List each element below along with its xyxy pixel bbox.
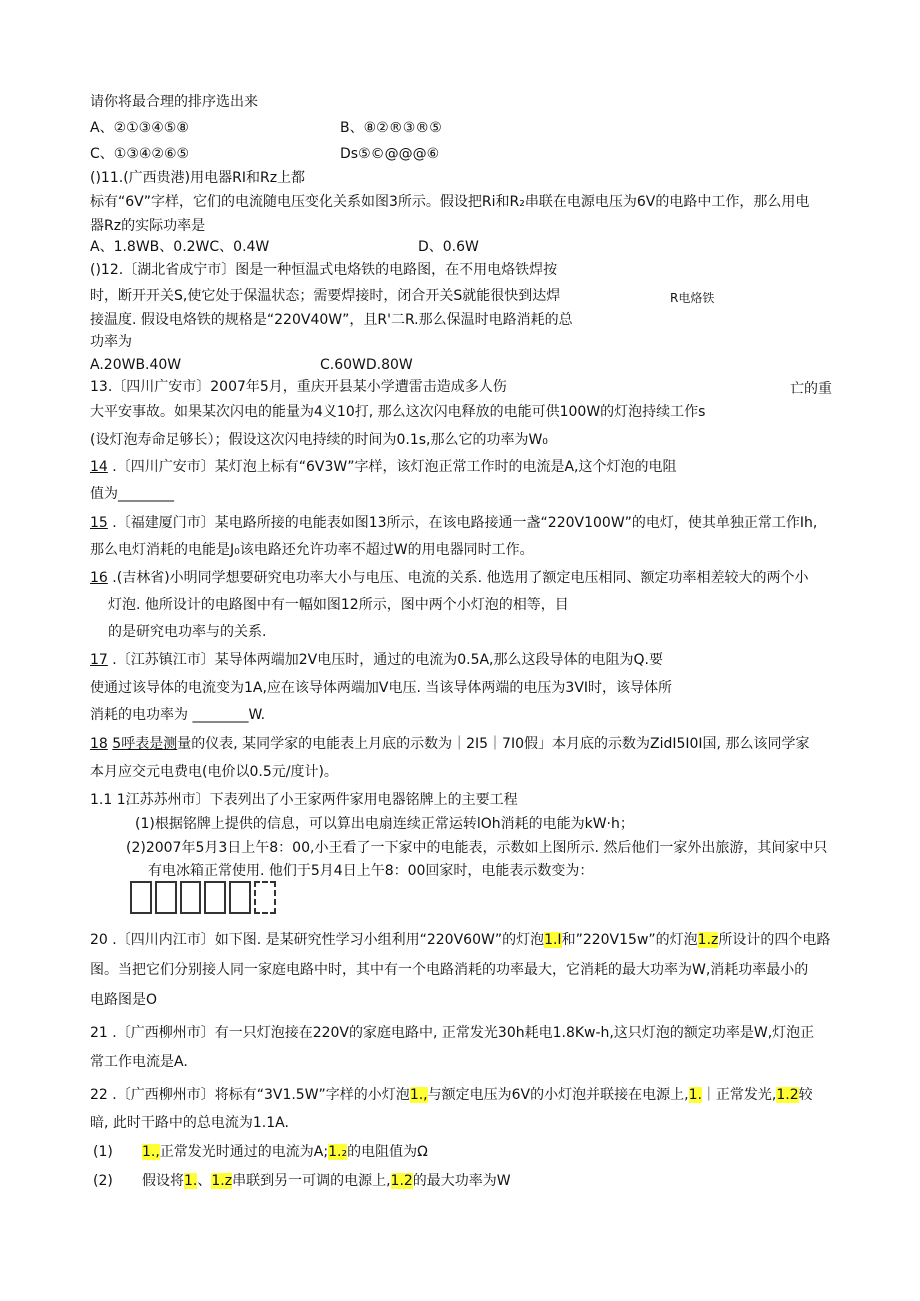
question-text: .(吉林省)小明同学想要研究电功率大小与电压、电流的关系. 他选用了额定电压相同、额定功率相差较大的两个小 [107,570,809,586]
text-line: 请你将最合理的排序选出来 [90,94,258,110]
text-line: 那么电灯消耗的电能是J₀该电路还允许功率不超过W的用电器同时工作。 [90,542,534,558]
text-line: C.60WD.80W [320,357,413,373]
highlight: 1. [688,1087,702,1103]
text-line: Ds⑤©@@@⑥ [340,146,440,162]
question-text: 串联到另一可调的电源上, [232,1173,391,1189]
text-line: 亡的重 [790,381,832,397]
question-number: 17 [90,652,108,668]
text-line: ()11.(广西贵港)用电器RI和Rz上都 [90,170,306,186]
sub-question-number: (2) [93,1173,113,1189]
question-14 [90,457,677,477]
text-line: 消耗的电功率为 ________W. [90,707,266,723]
question-17 [90,650,663,670]
highlight: 1.z [211,1173,233,1189]
question-text: 量的仪表, 某同学家的电能表上月底的示数为｜2I5｜7I0假」本月底的示数为ZidI5I0I国, 那么该同学家 [177,736,810,752]
question-15 [90,513,817,533]
question-text: ｜正常发光, [701,1087,777,1103]
meter-digit-cell [254,881,276,914]
text-line: A、1.8WB、0.2WC、0.4W [90,239,270,255]
text-line: 接温度. 假设电烙铁的规格是“220V40W”，且R'二R.那么保温时电路消耗的总 [90,312,573,328]
question-text: .〔福建厦门市〕某电路所接的电能表如图13所示，在该电路接通一盏“220V100W”的电灯，使其单独正常工作Ih, [107,515,818,531]
question-20 [90,930,830,950]
highlight: 1. [184,1173,198,1189]
text-line: 时，断开开关S,使它处于保温状态；需要焊接时，闭合开关S就能很快到达焊 [90,288,561,304]
text-line: 本月应交元电费电(电价以0.5元/度计)。 [90,764,338,780]
figure-label: R电烙铁 [670,291,715,305]
question-text: 22 .〔广西柳州市〕将标有“3V1.5W”字样的小灯泡 [90,1087,410,1103]
question-text-underlined: 5呼表是测 [112,736,178,752]
text-line: 功率为 [90,334,132,350]
highlight: 1.2 [776,1087,799,1103]
text-line: ()12.〔湖北省成宁市〕图是一种恒温式电烙铁的电路图，在不用电烙铁焊按 [90,262,558,278]
question-number: 16 [90,570,108,586]
text-line: 图。当把它们分别接人同一家庭电路中时，其中有一个电路消耗的功率最大，它消耗的最大功率为W,消耗功率最小的 [90,962,809,978]
question-text: 、 [197,1173,212,1189]
text-line: 器Rz的实际功率是 [90,218,206,234]
text-line: 灯泡. 他所设计的电路图中有一幅如图12所示，图中两个小灯泡的相等，目 [108,597,569,613]
question-number: 18 [90,736,108,752]
question-19 [90,790,518,810]
question-text: 与额定电压为6V的小灯泡并联接在电源上, [427,1087,689,1103]
meter-digit-cell [155,881,177,914]
text-line: B、⑧②®③®⑤ [340,120,442,136]
question-text: 的电阻值为Ω [347,1144,428,1160]
sub-question-number: (1) [93,1144,113,1160]
highlight: 1.z [697,932,719,948]
highlight: 1.2 [390,1173,413,1189]
question-22 [90,1085,813,1105]
meter-reading-box [130,881,276,917]
highlight: 1.I [544,932,562,948]
text-line: A.20WB.40W [90,357,182,373]
text-line: 常工作电流是A. [90,1054,188,1070]
text-line: 暗, 此时干路中的总电流为1.1A. [90,1115,289,1131]
meter-digit-cell [204,881,226,914]
question-text: 假设将 [142,1173,184,1189]
question-text: 1江苏苏州市〕下表列出了小王家两件家用电器铭牌上的主要工程 [112,792,518,808]
text-line: A、②①③④⑤⑧ [90,120,189,136]
question-text: 较 [798,1087,813,1103]
text-line: 13.〔四川广安市〕2007年5月，重庆开县某小学遭雷击造成多人伤 [90,379,507,395]
text-line: 有电冰箱正常使用. 他们于5月4日上午8：00回家时，电能表示数变为： [148,863,594,879]
meter-digit-cell [130,881,152,914]
text-line: 大平安事故。如果某次闪电的能量为4义10打, 那么这次闪电释放的电能可供100W的灯泡持续工作s [90,404,706,420]
sub-question-1 [142,1142,428,1162]
meter-digit-cell [229,881,251,914]
text-line: 值为________ [90,486,174,502]
text-line: 标有“6V”字样，它们的电流随电压变化关系如图3所示。假设把Ri和R₂串联在电源电压为6V的电路中工作，那么用电 [90,194,810,210]
question-text: 20 .〔四川内江市〕如下图. 是某研究性学习小组利用“220V60W”的灯泡 [90,932,545,948]
question-number: 14 [90,459,108,475]
text-line: C、①③④②⑥⑤ [90,146,190,162]
text-line: (1)根据铭牌上提供的信息，可以算出电扇连续正常运转lOh消耗的电能为kW·h； [135,816,634,832]
question-text: 正常发光时通过的电流为A; [159,1144,329,1160]
highlight: 1.₂ [328,1144,348,1160]
text-line: (2)2007年5月3日上午8：00,小王看了一下家中的电能表，示数如上图所示. 然后他们一家外出旅游，其间家中只 [126,840,828,856]
text-line: 的是研究电功率与的关系. [108,624,267,640]
question-number: 15 [90,515,108,531]
question-16 [90,568,809,588]
question-21: 21 .〔广西柳州市〕有一只灯泡接在220V的家庭电路中, 正常发光30h耗电1.8Kw-h,这只灯泡的额定功率是W,灯泡正 [90,1025,815,1041]
question-18 [90,734,809,754]
text-line: 使通过该导体的电流变为1A,应在该导体两端加V电压. 当该导体两端的电压为3VI时，该导体所 [90,680,673,696]
question-text: 和”220V15w”的灯泡 [561,932,698,948]
question-text: .〔四川广安市〕某灯泡上标有“6V3W”字样，该灯泡正常工作时的电流是A,这个灯泡的电阻 [107,459,677,475]
meter-digit-cell [180,881,202,914]
question-number: 1.1 [90,792,113,808]
text-line: 电路图是O [90,992,158,1008]
highlight: 1., [142,1144,160,1160]
text-line: D、0.6W [418,239,479,255]
question-text: 所设计的四个电路 [718,932,831,948]
question-text: .〔江苏镇江市〕某导体两端加2V电压时，通过的电流为0.5A,那么这段导体的电阻为Q.要 [107,652,663,668]
highlight: 1., [409,1087,428,1103]
text-line: (设灯泡寿命足够长）；假设这次闪电持续的时间为0.1s,那么它的功率为W₀ [90,432,548,448]
question-text: 的最大功率为W [412,1173,511,1189]
sub-question-2 [142,1171,511,1191]
